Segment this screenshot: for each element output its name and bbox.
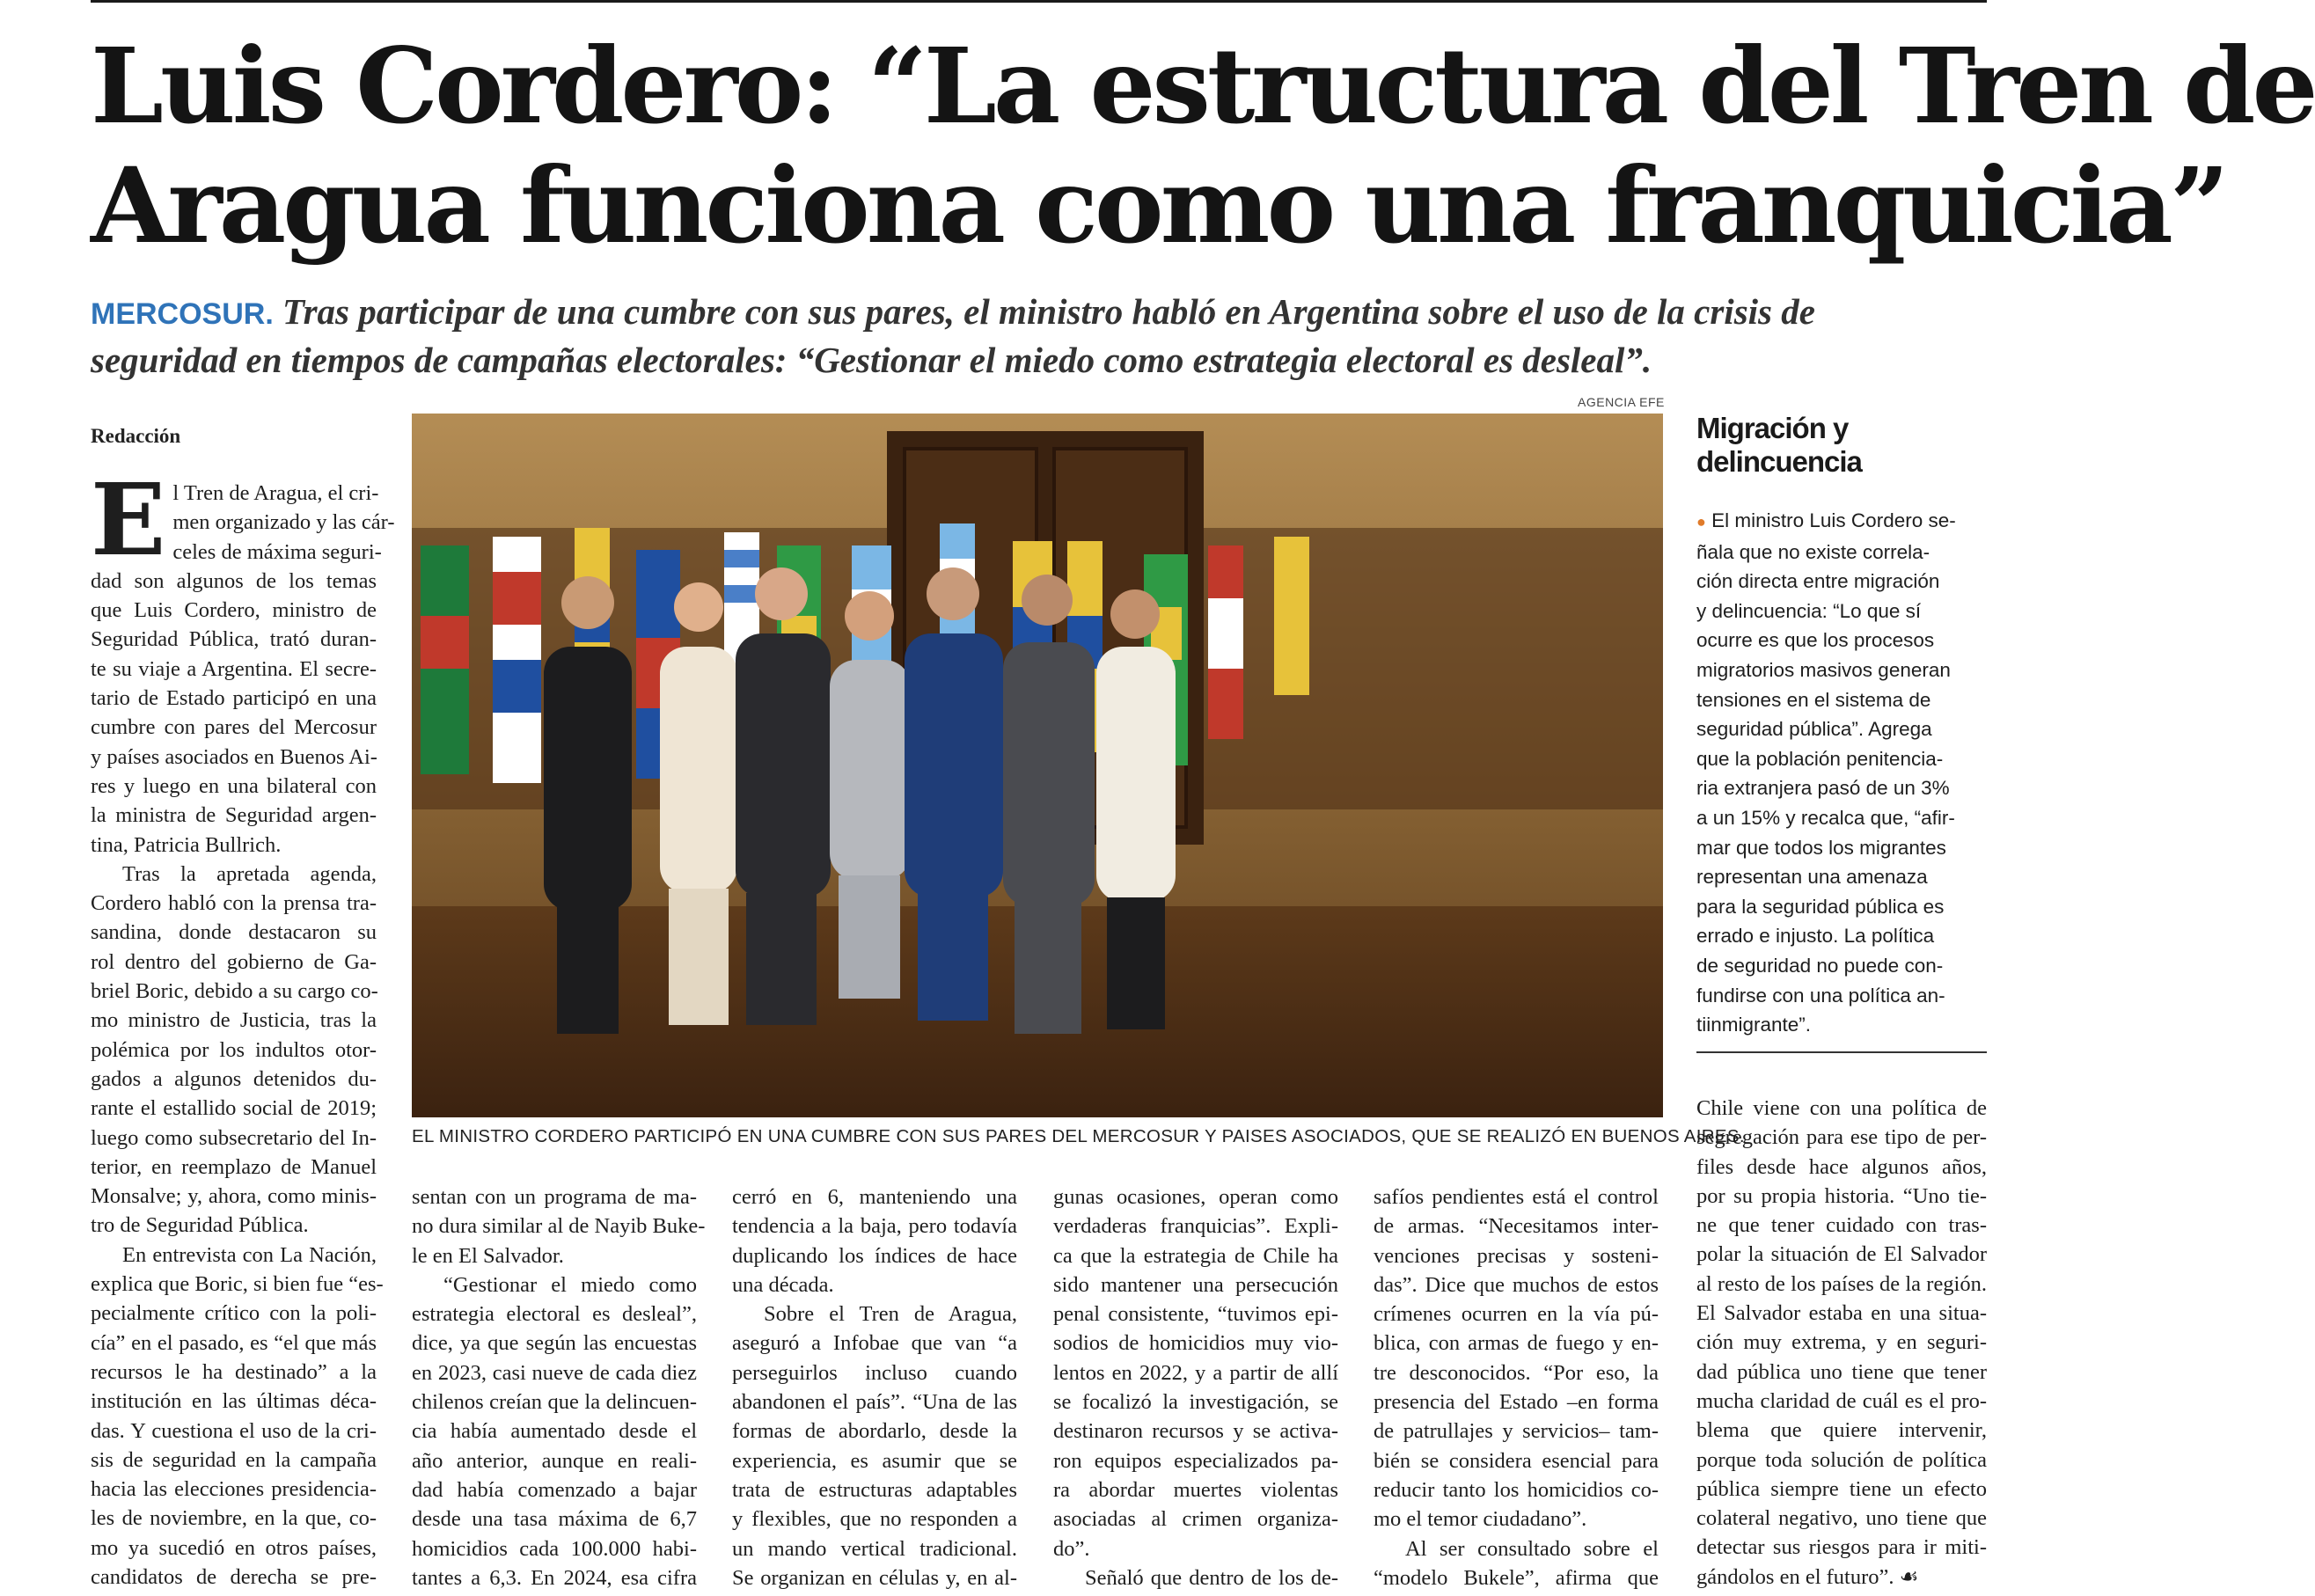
column-line: dice, ya que según las encuestas (412, 1331, 697, 1356)
headline (91, 25, 2315, 267)
drop-cap: E (91, 463, 166, 578)
column-line: mo el temor ciudadano”. (1374, 1507, 1587, 1532)
column-line: celes de máxima seguri- (172, 539, 382, 564)
column-line: ción muy extrema, y en seguri- (1696, 1330, 1987, 1355)
column-line: chilenos creían que la delincuen- (412, 1390, 697, 1415)
column-line: mo ya sucedió en otros países, (91, 1535, 377, 1560)
column-line: rol dentro del gobierno de Ga- (91, 949, 377, 974)
column-line: men organizado y las cár- (172, 510, 395, 535)
deck-line-1: Tras participar de una cumbre con sus pares, el ministro habló en Argentina sobre el uso de la crisis de (273, 291, 1815, 332)
column-line: Cordero habló con la prensa tra- (91, 891, 377, 916)
photo-caption: EL MINISTRO CORDERO PARTICIPÓ EN UNA CUMBRE CON SUS PARES DEL MERCOSUR Y PAISES ASOCIADOS, QUE SE REALIZÓ EN BUENOS AIRES. (412, 1126, 1745, 1146)
column-line: blema que quiere intervenir, (1696, 1418, 1987, 1443)
column-line: año anterior, aunque en reali- (412, 1448, 697, 1473)
column-line: que Luis Cordero, ministro de (91, 598, 377, 623)
sidebar-line: que la población penitencia- (1696, 747, 1944, 770)
sidebar-line: a un 15% y recalca que, “afir- (1696, 806, 1955, 829)
column-line: penal consistente, “tuvimos epi- (1053, 1302, 1338, 1327)
column-line: al resto de los países de la región. (1696, 1271, 1987, 1296)
column-line: en 2023, casi nueve de cada diez (412, 1360, 697, 1385)
deck-line-2: seguridad en tiempos de campañas electorales: “Gestionar el miedo como estrategia electoral es desleal”. (91, 340, 1652, 380)
sidebar-line: tensiones en el sistema de (1696, 688, 1931, 711)
column-line: mucha claridad de cuál es el pro- (1696, 1388, 1987, 1413)
column-line: Sobre el Tren de Aragua, (764, 1302, 1017, 1327)
article-column-5 (1374, 1182, 1659, 1592)
column-line: sentan con un programa de ma- (412, 1185, 697, 1209)
column-line: das. Y cuestiona el uso de la cri- (91, 1418, 377, 1443)
column-line: verdaderas franquicias”. Expli- (1053, 1214, 1338, 1239)
sidebar-line: fundirse con una política an- (1696, 984, 1945, 1007)
column-line-text: gándolos en el futuro”. (1696, 1564, 1894, 1589)
column-line: cerró en 6, manteniendo una (732, 1185, 1017, 1209)
column-line: dad son algunos de los temas (91, 568, 377, 593)
article-column-6 (1696, 1094, 1987, 1592)
column-line: bién se considera esencial para (1374, 1448, 1659, 1473)
column-line: detectar sus riesgos para ir miti- (1696, 1535, 1987, 1560)
column-line: briel Boric, debido a su cargo co- (91, 979, 378, 1004)
column-line: tina, Patricia Bullrich. (91, 832, 282, 857)
column-line: gados a algunos detenidos du- (91, 1066, 377, 1091)
column-line: una década. (732, 1272, 834, 1297)
column-line: tre desconocidos. “Por eso, la (1374, 1360, 1659, 1385)
column-line: sodios de homicidios muy vio- (1053, 1331, 1338, 1356)
sidebar-line: mar que todos los migrantes (1696, 836, 1946, 859)
deck-kicker: MERCOSUR. (91, 297, 274, 331)
column-line: por su propia historia. “Uno tie- (1696, 1183, 1987, 1208)
column-line: sandina, donde destacaron su (91, 920, 377, 945)
deck (91, 289, 1938, 383)
column-line: formas de abordarlo, desde la (732, 1419, 1017, 1444)
column-line: hacia las elecciones presidencia- (91, 1477, 377, 1502)
column-line: estrategia electoral es desleal”, (412, 1302, 697, 1327)
top-rule (91, 0, 1987, 3)
column-line: files desde hace algunos años, (1696, 1154, 1987, 1179)
sidebar-line: representan una amenaza (1696, 866, 1928, 889)
sidebar-line: tiinmigrante”. (1696, 1014, 1812, 1036)
sidebar-line: seguridad pública”. Agrega (1696, 718, 1932, 741)
sidebar-title-line-1: Migración y (1696, 412, 1849, 444)
column-line: tantes a 6,3. En 2024, esa cifra (412, 1565, 697, 1590)
headline-line-1: Luis Cordero: “La estructura del Tren de (91, 25, 2315, 147)
sidebar-line: migratorios masivos generan (1696, 658, 1951, 681)
sidebar-line: ria extranjera pasó de un 3% (1696, 777, 1950, 800)
column-line: safíos pendientes está el control (1374, 1185, 1659, 1209)
sidebar-line: para la seguridad pública es (1696, 895, 1945, 918)
column-line: dad había comenzado a bajar (412, 1477, 697, 1502)
column-line: presencia del Estado –en forma (1374, 1390, 1659, 1415)
column-line: terior, en reemplazo de Manuel (91, 1154, 377, 1179)
column-line: ne que tener cuidado con tras- (1696, 1213, 1987, 1238)
sidebar-line: y delincuencia: “Lo que sí (1696, 599, 1922, 622)
column-line: experiencia, es asumir que se (732, 1448, 1017, 1473)
column-line: y flexibles, que no responden a (732, 1507, 1017, 1532)
column-line: do”. (1053, 1536, 1090, 1561)
column-line: institución en las últimas déca- (91, 1389, 377, 1414)
column-line: Señaló que dentro de los de- (1085, 1565, 1338, 1590)
column-line: dad pública uno tiene que tener (1696, 1359, 1987, 1384)
column-line: El Salvador estaba en una situa- (1696, 1301, 1987, 1326)
column-line: gunas ocasiones, operan como (1053, 1185, 1338, 1209)
article-column-4 (1053, 1182, 1338, 1592)
column-line: porque toda solución de política (1696, 1447, 1987, 1472)
column-line: abandonen el país”. “Una de las (732, 1390, 1017, 1415)
column-line: les de noviembre, en la que, co- (91, 1506, 377, 1531)
bullet-icon: ● (1696, 513, 1706, 531)
column-line: reducir tanto los homicidios co- (1374, 1477, 1659, 1502)
column-line: tro de Seguridad Pública. (91, 1213, 309, 1238)
sidebar-body (1696, 506, 1987, 1040)
photo-illustration (412, 414, 1663, 1117)
column-line: Al ser consultado sobre el (1405, 1536, 1659, 1561)
column-line: En entrevista con La Nación, (122, 1242, 377, 1267)
column-line: cía” en el pasado, es “el que más (91, 1330, 377, 1355)
column-line: segregación para ese tipo de per- (1696, 1125, 1987, 1150)
column-line: “Gestionar el miedo como (443, 1272, 697, 1297)
article-column-1 (91, 463, 395, 1592)
sidebar-line: ción directa entre migración (1696, 570, 1940, 593)
column-line: Se organizan en células y, en al- (732, 1565, 1017, 1590)
sidebar-line: errado e injusto. La política (1696, 925, 1935, 948)
sidebar-line-text: El ministro Luis Cordero se- (1711, 509, 1956, 531)
column-line: colateral negativo, uno tiene que (1696, 1506, 1987, 1531)
column-line (1696, 1563, 1987, 1592)
column-line: candidatos de derecha se pre- (91, 1564, 377, 1589)
column-line: tario de Estado participó en una (91, 686, 377, 711)
sidebar-line (1696, 506, 1987, 538)
column-line: aseguró a Infobae que van “a (732, 1331, 1017, 1356)
column-line: lentos en 2022, y a partir de allí (1053, 1360, 1338, 1385)
photo-credit: AGENCIA EFE (1578, 395, 1665, 409)
article-column-3 (732, 1182, 1017, 1592)
column-line: blica, con armas de fuego y en- (1374, 1331, 1659, 1356)
column-line: desde una tasa máxima de 6,7 (412, 1507, 697, 1532)
column-line: pecialmente crítico con la poli- (91, 1301, 377, 1326)
column-line: Seguridad Pública, trató duran- (91, 627, 377, 652)
column-line: polémica por los indultos otor- (91, 1037, 377, 1062)
column-line: homicidios cada 100.000 habi- (412, 1536, 697, 1561)
column-line: ron equipos especializados pa- (1053, 1448, 1338, 1473)
sidebar-title-line-2: delincuencia (1696, 445, 1862, 478)
headline-line-2: Aragua funciona como una franquicia” (91, 144, 2226, 267)
sidebar-line: de seguridad no puede con- (1696, 954, 1944, 977)
sidebar-title (1696, 412, 1862, 479)
column-line: Tras la apretada agenda, (122, 861, 377, 886)
column-line: cumbre con pares del Mercosur (91, 715, 377, 740)
news-photo (412, 414, 1663, 1117)
column-line: explica que Boric, si bien fue “es- (91, 1272, 384, 1297)
column-line: y países asociados en Buenos Ai- (91, 744, 377, 769)
column-line: venciones precisas y sosteni- (1374, 1243, 1659, 1268)
column-line: cia había aumentado desde el (412, 1419, 697, 1444)
sidebar-line: ocurre es que los procesos (1696, 629, 1935, 652)
column-line: de patrullajes y servicios– tam- (1374, 1419, 1659, 1444)
column-line: ca que la estrategia de Chile ha (1053, 1243, 1338, 1268)
column-line: sido mantener una persecución (1053, 1272, 1338, 1297)
column-line: tendencia a la baja, pero todavía (732, 1214, 1017, 1239)
column-line: duplicando los índices de hace (732, 1243, 1017, 1268)
column-line: la ministra de Seguridad argen- (91, 803, 377, 828)
column-line: das”. Dice que muchos de estos (1374, 1272, 1659, 1297)
column-line: Monsalve; y, ahora, como minis- (91, 1184, 377, 1209)
column-line: “modelo Bukele”, afirma que (1374, 1565, 1659, 1590)
sidebar-divider (1696, 1051, 1987, 1053)
column-line: no dura similar al de Nayib Buke- (412, 1214, 706, 1239)
column-line: polar la situación de El Salvador (1696, 1242, 1987, 1267)
column-line: pública siempre tiene un efecto (1696, 1476, 1987, 1501)
column-line: luego como subsecretario del In- (91, 1125, 377, 1150)
column-line: Chile viene con una política de (1696, 1096, 1987, 1120)
sidebar-line: ñala que no existe correla- (1696, 540, 1930, 563)
end-mark-icon: ☙ (1899, 1564, 1919, 1589)
byline: Redacción (91, 425, 181, 447)
column-line: se focalizó la investigación, se (1053, 1390, 1338, 1415)
column-line: recursos le ha destinado” a la (91, 1359, 377, 1384)
column-line: rante el estallido social de 2019; (91, 1096, 377, 1121)
column-line: perseguirlos incluso cuando (732, 1360, 1017, 1385)
column-line: l Tren de Aragua, el cri- (172, 481, 379, 505)
column-line: asociadas al crimen organiza- (1053, 1507, 1338, 1532)
column-line: destinaron recursos y se activa- (1053, 1419, 1338, 1444)
column-line: trata de estructuras adaptables (732, 1477, 1017, 1502)
column-line: de armas. “Necesitamos inter- (1374, 1214, 1659, 1239)
column-line: un mando vertical tradicional. (732, 1536, 1017, 1561)
column-line: sis de seguridad en la campaña (91, 1447, 377, 1472)
column-line: res y luego en una bilateral con (91, 773, 377, 798)
column-line: crímenes ocurren en la vía pú- (1374, 1302, 1659, 1327)
column-line: ra abordar muertes violentas (1053, 1477, 1338, 1502)
column-line: le en El Salvador. (412, 1243, 564, 1268)
column-line: mo ministro de Justicia, tras la (91, 1008, 377, 1033)
article-column-2 (412, 1182, 706, 1592)
column-line: te su viaje a Argentina. El secre- (91, 656, 377, 681)
